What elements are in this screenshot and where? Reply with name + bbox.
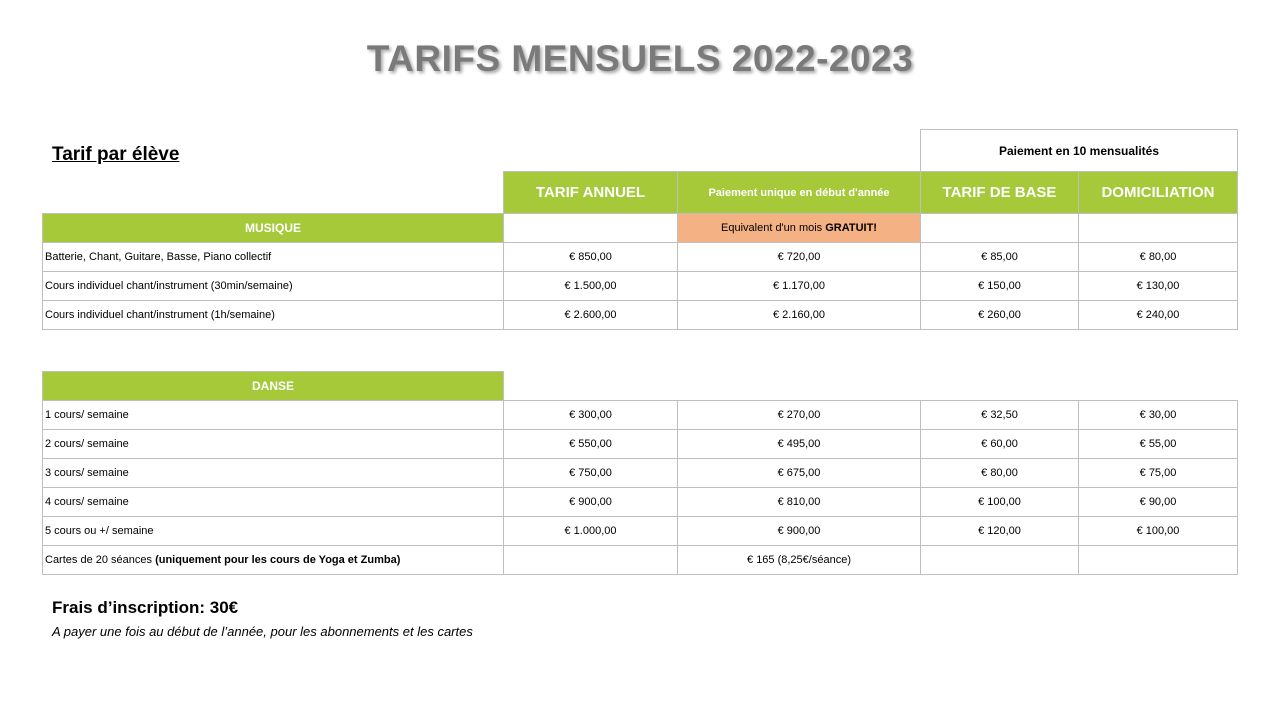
col-header-single-payment: Paiement unique en début d'année: [677, 171, 921, 214]
cell-direct-debit: € 75,00: [1078, 458, 1238, 488]
cell-single-payment: € 810,00: [677, 487, 921, 517]
cell-annual: € 1.000,00: [503, 516, 678, 546]
empty-cell: [1078, 545, 1238, 575]
table-row-label: Cours individuel chant/instrument (1h/semaine): [42, 300, 504, 330]
cell-base-rate: € 32,50: [920, 400, 1079, 430]
cell-direct-debit: € 240,00: [1078, 300, 1238, 330]
cell-direct-debit: € 100,00: [1078, 516, 1238, 546]
cell-base-rate: € 60,00: [920, 429, 1079, 459]
table-row-label: 5 cours ou +/ semaine: [42, 516, 504, 546]
promo-cell: [677, 213, 921, 243]
cell-direct-debit: € 30,00: [1078, 400, 1238, 430]
cell-single-payment: € 675,00: [677, 458, 921, 488]
cell-single-payment: € 495,00: [677, 429, 921, 459]
cards-label-bold: (uniquement pour les cours de Yoga et Zumba): [155, 554, 401, 566]
cell-annual: € 900,00: [503, 487, 678, 517]
empty-cell: [920, 213, 1079, 243]
empty-cell: [503, 545, 678, 575]
cell-direct-debit: € 130,00: [1078, 271, 1238, 301]
page-title: TARIFS MENSUELS 2022-2023: [366, 38, 914, 79]
empty-cell: [503, 213, 678, 243]
cell-single-payment: € 270,00: [677, 400, 921, 430]
registration-fee-note: A payer une fois au début de l’année, pour les abonnements et les cartes: [52, 624, 473, 639]
cell-base-rate: € 260,00: [920, 300, 1079, 330]
col-header-annual: TARIF ANNUEL: [503, 171, 678, 214]
cell-base-rate: € 100,00: [920, 487, 1079, 517]
cell-annual: € 550,00: [503, 429, 678, 459]
registration-fee: Frais d’inscription: 30€: [52, 598, 239, 617]
table-row-label: [42, 545, 504, 575]
cell-single-payment: € 1.170,00: [677, 271, 921, 301]
table-row-label: 2 cours/ semaine: [42, 429, 504, 459]
cell-annual: € 850,00: [503, 242, 678, 272]
cell-base-rate: € 85,00: [920, 242, 1079, 272]
table-row-label: 1 cours/ semaine: [42, 400, 504, 430]
cell-direct-debit: € 80,00: [1078, 242, 1238, 272]
table-row-label: Batterie, Chant, Guitare, Basse, Piano collectif: [42, 242, 504, 272]
empty-cell: [1078, 213, 1238, 243]
table-row-label: 4 cours/ semaine: [42, 487, 504, 517]
cell-annual: € 1.500,00: [503, 271, 678, 301]
installments-group-header: Paiement en 10 mensualités: [920, 129, 1238, 172]
col-header-base-rate: TARIF DE BASE: [920, 171, 1079, 214]
cell-direct-debit: € 55,00: [1078, 429, 1238, 459]
promo-bold: GRATUIT!: [825, 222, 877, 234]
table-row-label: Cours individuel chant/instrument (30min/semaine): [42, 271, 504, 301]
cell-single-payment: € 900,00: [677, 516, 921, 546]
empty-cell: [920, 545, 1079, 575]
cell-base-rate: € 80,00: [920, 458, 1079, 488]
tariff-subtitle: Tarif par élève: [52, 144, 180, 165]
table-row-label: 3 cours/ semaine: [42, 458, 504, 488]
cell-annual: € 750,00: [503, 458, 678, 488]
cell-direct-debit: € 90,00: [1078, 487, 1238, 517]
cell-single-payment: € 720,00: [677, 242, 921, 272]
cell-annual: € 2.600,00: [503, 300, 678, 330]
promo-text: Equivalent d'un mois: [721, 222, 826, 234]
cell-base-rate: € 150,00: [920, 271, 1079, 301]
cards-label: Cartes de 20 séances: [45, 554, 156, 566]
cell-annual: € 300,00: [503, 400, 678, 430]
section-musique: MUSIQUE: [42, 213, 504, 243]
section-danse: DANSE: [42, 371, 504, 401]
cards-value: € 165 (8,25€/séance): [677, 545, 921, 575]
cell-base-rate: € 120,00: [920, 516, 1079, 546]
col-header-direct-debit: DOMICILIATION: [1078, 171, 1238, 214]
cell-single-payment: € 2.160,00: [677, 300, 921, 330]
